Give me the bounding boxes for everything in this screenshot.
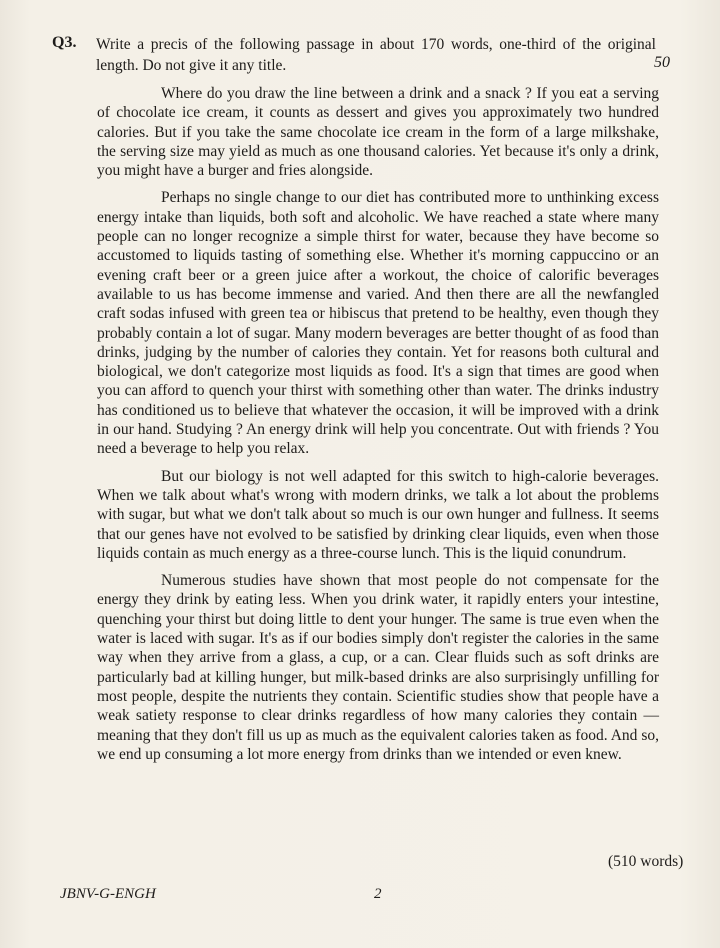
question-number: Q3. bbox=[52, 34, 77, 51]
question-instruction: Write a precis of the following passage in about 170 words, one-third of the original length. Do not give it any title. bbox=[96, 36, 656, 74]
passage-paragraph-4: Numerous studies have shown that most people do not compensate for the energy they drink by eating less. When you drink water, it rapidly enters your intestine, quenching your thirst but doing little to dent your hunger. The same is true even when the water is laced with sugar. It's as if our bodies simply don't register the calories in the same way when they arrive from a glass, a cup, or a can. Clear fluids such as soft drinks are particularly bad at killing hunger, but milk-based drinks are also surprisingly unfilling for most people, despite the nutrients they contain. Scientific studies show that people have a weak satiety response to clear drinks regardless of how many calories they contain — meaning that they don't fill us up as much as the equivalent calories taken as food. And so, we end up consuming a lot more energy from drinks than we intended or even knew. bbox=[97, 572, 659, 763]
page-number: 2 bbox=[374, 886, 382, 902]
question-marks: 50 bbox=[654, 54, 670, 71]
passage-paragraph-1: Where do you draw the line between a drink and a snack ? If you eat a serving of chocolate ice cream, it counts as dessert and gives you approximately two hundred calories. But if you take the same chocolate ice cream in the form of a large milkshake, the serving size may yield as much as one thousand calories. Yet because it's only a drink, you might have a burger and fries alongside. bbox=[97, 85, 659, 180]
passage-paragraph-2: Perhaps no single change to our diet has contributed more to unthinking excess energy intake than liquids, both soft and alcoholic. We have reached a state where many people can no longer recognize a simple thirst for water, because they have become so accustomed to liquids tasting of something else. Whether it's morning cappuccino or an evening craft beer or a green juice after a workout, the choice of calorific beverages available to us has become immense and varied. And then there are all the newfangled craft sodas infused with green tea or hibiscus that pretend to be healthy, even though they probably contain a lot of sugar. Many modern beverages are better thought of as food than drinks, judging by the number of calories they contain. Yet for reasons both cultural and biological, we don't categorize most liquids as food. It's a sign that times are good when you can afford to quench your thirst with something other than water. The drinks industry has conditioned us to believe that whatever the occasion, it will be improved with a drink in our hand. Studying ? An energy drink will help you concentrate. Out with friends ? You need a beverage to help you relax. bbox=[97, 189, 659, 458]
passage-paragraph-3: But our biology is not well adapted for this switch to high-calorie beverages. When we talk about what's wrong with modern drinks, we talk a lot about the problems with sugar, but what we don't talk about so much is our own hunger and fullness. It seems that our genes have not evolved to be satisfied by drinking clear liquids, even when those liquids contain as much energy as a three-course lunch. This is the liquid conundrum. bbox=[97, 467, 659, 562]
passage bbox=[97, 84, 659, 772]
word-count: (510 words) bbox=[608, 853, 684, 870]
paper-code: JBNV-G-ENGH bbox=[60, 886, 156, 902]
